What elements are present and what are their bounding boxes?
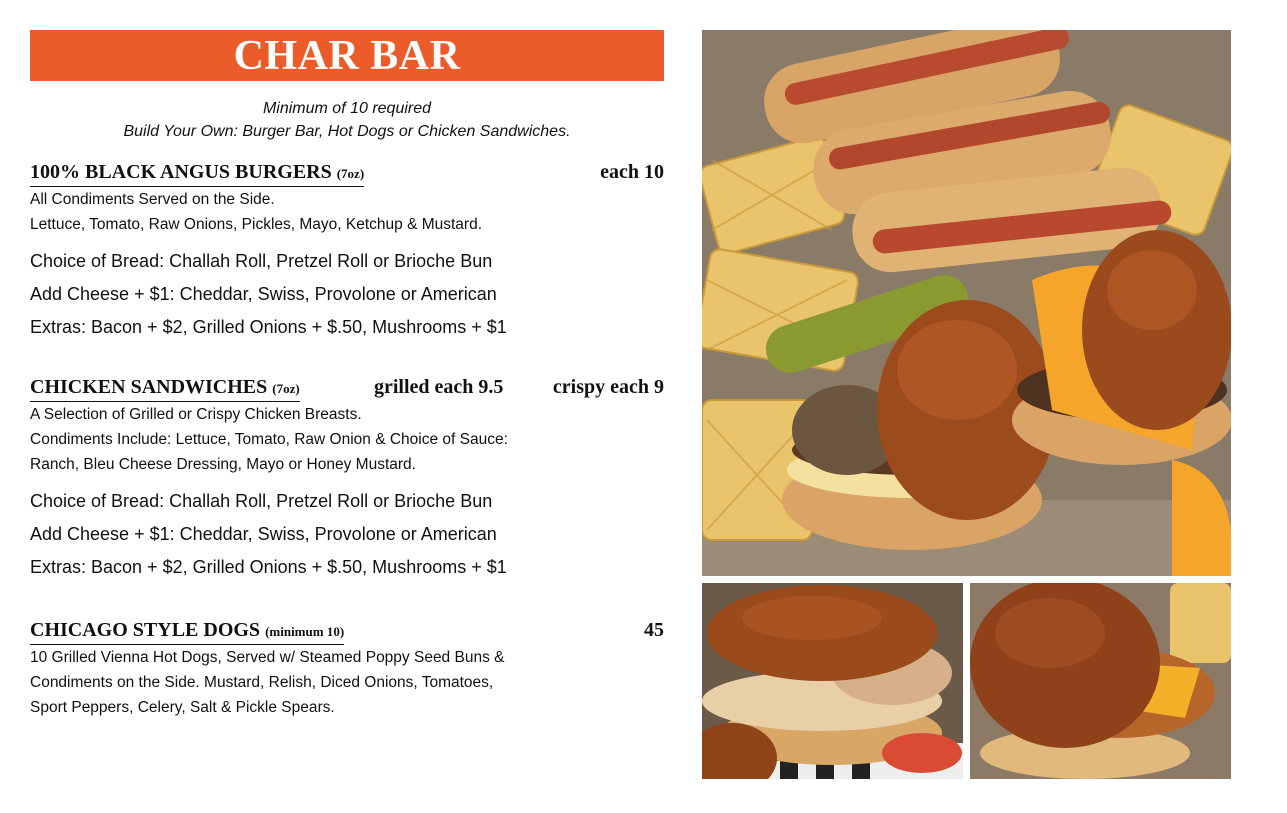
section-title-text: CHICAGO STYLE DOGS [30, 619, 261, 641]
section-description [30, 187, 666, 237]
section-header [30, 375, 666, 401]
photo-burgers-hotdogs-illustration [702, 30, 1231, 576]
description-line: A Selection of Grilled or Crispy Chicken Breasts. [30, 406, 362, 423]
description-line: Lettuce, Tomato, Raw Onions, Pickles, Mayo, Ketchup & Mustard. [30, 216, 483, 233]
portion-size: (minimum 10) [265, 624, 345, 639]
photo-grilled-chicken [702, 583, 963, 779]
option-line: Extras: Bacon + $2, Grilled Onions + $.50, Mushrooms + $1 [30, 317, 507, 337]
option-line: Add Cheese + $1: Cheddar, Swiss, Provolone or American [30, 524, 497, 544]
section-options [30, 485, 666, 584]
section-title-text: 100% BLACK ANGUS BURGERS [30, 161, 332, 183]
section-header [30, 160, 666, 186]
section-title-text: CHICKEN SANDWICHES [30, 376, 268, 398]
portion-size: (7oz) [272, 381, 300, 396]
intro-line-2: Build Your Own: Burger Bar, Hot Dogs or Chicken Sandwiches. [123, 123, 571, 140]
photo-burgers-hotdogs [702, 30, 1231, 576]
option-line: Add Cheese + $1: Cheddar, Swiss, Provolone or American [30, 284, 497, 304]
section-title [30, 618, 344, 645]
intro-line-1: Minimum of 10 required [262, 100, 432, 117]
menu-intro [30, 97, 664, 143]
description-line: Sport Peppers, Celery, Salt & Pickle Spears. [30, 699, 335, 716]
section-description [30, 645, 666, 720]
option-line: Extras: Bacon + $2, Grilled Onions + $.50, Mushrooms + $1 [30, 557, 507, 577]
section-dogs [30, 618, 666, 720]
price-grilled: grilled each 9.5 [374, 376, 504, 398]
description-line: Ranch, Bleu Cheese Dressing, Mayo or Honey Mustard. [30, 456, 416, 473]
section-title [30, 160, 364, 187]
section-burgers [30, 160, 666, 344]
section-header [30, 618, 666, 644]
section-description [30, 402, 666, 477]
price: 45 [644, 619, 664, 641]
description-line: Condiments Include: Lettuce, Tomato, Raw Onion & Choice of Sauce: [30, 431, 508, 448]
price-crispy: crispy each 9 [552, 376, 664, 398]
section-options [30, 245, 666, 344]
portion-size: (7oz) [336, 166, 365, 181]
menu-title-banner [30, 30, 664, 81]
description-line: 10 Grilled Vienna Hot Dogs, Served w/ Steamed Poppy Seed Buns & [30, 649, 505, 666]
photo-crispy-chicken [970, 583, 1231, 779]
section-chicken [30, 375, 666, 584]
option-line: Choice of Bread: Challah Roll, Pretzel Roll or Brioche Bun [30, 251, 493, 271]
photo-grilled-chicken-illustration [702, 583, 963, 779]
section-title [30, 375, 300, 402]
price: each 10 [600, 161, 664, 183]
photo-crispy-chicken-illustration [970, 583, 1231, 779]
description-line: All Condiments Served on the Side. [30, 191, 275, 208]
menu-title: CHAR BAR [233, 32, 461, 79]
description-line: Condiments on the Side. Mustard, Relish, Diced Onions, Tomatoes, [30, 674, 494, 691]
option-line: Choice of Bread: Challah Roll, Pretzel Roll or Brioche Bun [30, 491, 493, 511]
